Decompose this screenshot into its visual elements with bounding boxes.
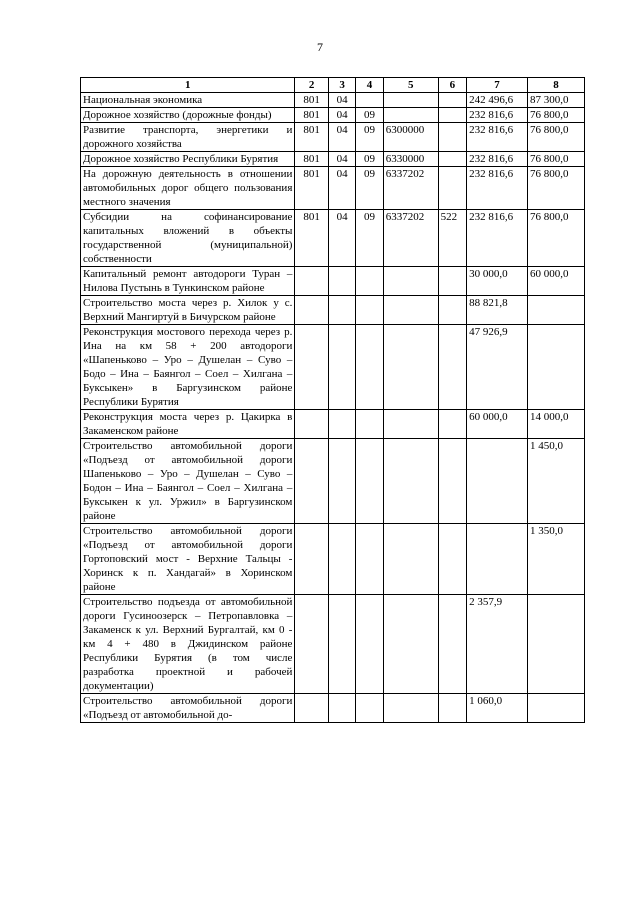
row-name-cell: Дорожное хозяйство (дорожные фонды) <box>81 108 295 123</box>
row-code-cell-2: 801 <box>295 93 329 108</box>
row-name-cell: Строительство автомобильной дороги «Подъезд от автомобильной дороги Гортоповский мост - Верхние Тальцы - Хоринск к п. Хандагай» в Хоринском районе <box>81 524 295 595</box>
row-name-cell: Реконструкция мостового перехода через р. Ина на км 58 + 200 автодороги «Шапеньково – Уро – Душелан – Суво – Бодо – Ина – Баянгол – Соел – Хилгана – Буксыкен» в Баргузинском районе Республики Бурятия <box>81 325 295 410</box>
header-cell-4: 4 <box>356 78 383 93</box>
row-code-cell-5: 6337202 <box>383 210 438 267</box>
row-code-cell-3 <box>328 694 355 723</box>
row-code-cell-6 <box>438 167 466 210</box>
row-amount-cell-7: 30 000,0 <box>467 267 528 296</box>
row-code-cell-3 <box>328 410 355 439</box>
row-name-cell: На дорожную деятельность в отношении автомобильных дорог общего пользования местного значения <box>81 167 295 210</box>
row-code-cell-3 <box>328 325 355 410</box>
row-code-cell-3 <box>328 439 355 524</box>
table-row <box>81 410 585 439</box>
row-code-cell-3: 04 <box>328 210 355 267</box>
row-code-cell-4: 09 <box>356 108 383 123</box>
row-code-cell-6 <box>438 296 466 325</box>
row-amount-cell-8: 1 350,0 <box>528 524 585 595</box>
header-cell-8: 8 <box>528 78 585 93</box>
row-code-cell-4 <box>356 325 383 410</box>
row-code-cell-2 <box>295 410 329 439</box>
row-code-cell-4: 09 <box>356 210 383 267</box>
row-amount-cell-8: 60 000,0 <box>528 267 585 296</box>
table-body <box>81 93 585 723</box>
table-row <box>81 694 585 723</box>
row-name-cell: Национальная экономика <box>81 93 295 108</box>
row-code-cell-5: 6337202 <box>383 167 438 210</box>
table-row <box>81 524 585 595</box>
row-name-cell: Реконструкция моста через р. Цакирка в Закаменском районе <box>81 410 295 439</box>
row-amount-cell-8: 76 800,0 <box>528 123 585 152</box>
row-code-cell-5 <box>383 439 438 524</box>
row-code-cell-6 <box>438 123 466 152</box>
row-name-cell: Дорожное хозяйство Республики Бурятия <box>81 152 295 167</box>
row-amount-cell-8: 76 800,0 <box>528 152 585 167</box>
table-row <box>81 296 585 325</box>
row-code-cell-3: 04 <box>328 152 355 167</box>
header-cell-3: 3 <box>328 78 355 93</box>
row-code-cell-4 <box>356 93 383 108</box>
row-code-cell-2 <box>295 439 329 524</box>
row-code-cell-4: 09 <box>356 167 383 210</box>
row-code-cell-6 <box>438 524 466 595</box>
row-code-cell-3: 04 <box>328 167 355 210</box>
row-code-cell-5 <box>383 410 438 439</box>
table-row <box>81 439 585 524</box>
row-amount-cell-7 <box>467 439 528 524</box>
row-amount-cell-7: 242 496,6 <box>467 93 528 108</box>
table-row <box>81 152 585 167</box>
row-name-cell: Развитие транспорта, энергетики и дорожного хозяйства <box>81 123 295 152</box>
table-row <box>81 93 585 108</box>
row-amount-cell-7 <box>467 524 528 595</box>
header-cell-6: 6 <box>438 78 466 93</box>
row-amount-cell-8: 76 800,0 <box>528 210 585 267</box>
row-name-cell: Субсидии на софинансирование капитальных вложений в объекты государственной (муниципальной) собственности <box>81 210 295 267</box>
row-code-cell-2: 801 <box>295 108 329 123</box>
row-code-cell-6 <box>438 152 466 167</box>
row-code-cell-5 <box>383 296 438 325</box>
row-code-cell-4 <box>356 267 383 296</box>
row-code-cell-3 <box>328 296 355 325</box>
row-code-cell-3: 04 <box>328 108 355 123</box>
row-code-cell-3 <box>328 524 355 595</box>
row-code-cell-2 <box>295 267 329 296</box>
row-amount-cell-7: 232 816,6 <box>467 210 528 267</box>
row-code-cell-2: 801 <box>295 123 329 152</box>
row-amount-cell-7: 2 357,9 <box>467 595 528 694</box>
header-cell-5: 5 <box>383 78 438 93</box>
row-code-cell-4 <box>356 694 383 723</box>
row-code-cell-6 <box>438 439 466 524</box>
row-amount-cell-8: 14 000,0 <box>528 410 585 439</box>
row-amount-cell-7: 232 816,6 <box>467 108 528 123</box>
row-code-cell-2 <box>295 325 329 410</box>
row-amount-cell-7: 232 816,6 <box>467 123 528 152</box>
header-row <box>81 78 585 93</box>
row-code-cell-4 <box>356 410 383 439</box>
row-code-cell-6 <box>438 595 466 694</box>
table-row <box>81 325 585 410</box>
row-code-cell-6: 522 <box>438 210 466 267</box>
row-code-cell-5 <box>383 694 438 723</box>
budget-table <box>80 77 585 723</box>
row-code-cell-3: 04 <box>328 123 355 152</box>
row-amount-cell-7: 232 816,6 <box>467 152 528 167</box>
row-code-cell-6 <box>438 267 466 296</box>
row-code-cell-6 <box>438 694 466 723</box>
table-row <box>81 108 585 123</box>
table-row <box>81 210 585 267</box>
row-code-cell-2 <box>295 296 329 325</box>
row-amount-cell-8: 76 800,0 <box>528 108 585 123</box>
row-amount-cell-7: 47 926,9 <box>467 325 528 410</box>
table-row <box>81 595 585 694</box>
row-code-cell-5 <box>383 108 438 123</box>
row-code-cell-2: 801 <box>295 210 329 267</box>
row-code-cell-2 <box>295 595 329 694</box>
row-name-cell: Строительство автомобильной дороги «Подъезд от автомобильной дороги Шапеньково – Уро – Душелан – Суво – Бодон – Ина – Баянгол – Соел – Хилгана – Буксыкен к ул. Уржил» в Баргузинском районе <box>81 439 295 524</box>
header-cell-1: 1 <box>81 78 295 93</box>
row-amount-cell-8: 1 450,0 <box>528 439 585 524</box>
row-code-cell-2 <box>295 524 329 595</box>
row-amount-cell-7: 88 821,8 <box>467 296 528 325</box>
row-code-cell-5 <box>383 325 438 410</box>
row-name-cell: Строительство моста через р. Хилок у с. Верхний Мангиртуй в Бичурском районе <box>81 296 295 325</box>
row-code-cell-5: 6330000 <box>383 152 438 167</box>
row-code-cell-2 <box>295 694 329 723</box>
row-code-cell-3 <box>328 267 355 296</box>
row-code-cell-3 <box>328 595 355 694</box>
row-code-cell-4: 09 <box>356 123 383 152</box>
row-code-cell-6 <box>438 410 466 439</box>
header-cell-7: 7 <box>467 78 528 93</box>
row-code-cell-6 <box>438 325 466 410</box>
row-code-cell-4 <box>356 595 383 694</box>
row-amount-cell-8 <box>528 325 585 410</box>
row-amount-cell-8: 87 300,0 <box>528 93 585 108</box>
row-code-cell-3: 04 <box>328 93 355 108</box>
row-code-cell-4: 09 <box>356 152 383 167</box>
row-amount-cell-7: 1 060,0 <box>467 694 528 723</box>
row-code-cell-6 <box>438 93 466 108</box>
row-amount-cell-7: 60 000,0 <box>467 410 528 439</box>
table-row <box>81 123 585 152</box>
row-code-cell-2: 801 <box>295 167 329 210</box>
row-code-cell-4 <box>356 524 383 595</box>
row-name-cell: Строительство подъезда от автомобильной дороги Гусиноозерск – Петропавловка – Закаменск к ул. Верхний Бургалтай, км 0 - км 4 + 480 в Джидинском районе Республики Бурятия (в том числе разработка проектной и рабочей документации) <box>81 595 295 694</box>
row-code-cell-6 <box>438 108 466 123</box>
table-row <box>81 167 585 210</box>
row-name-cell: Строительство автомобильной дороги «Подъезд от автомобильной до- <box>81 694 295 723</box>
row-amount-cell-8: 76 800,0 <box>528 167 585 210</box>
row-code-cell-5 <box>383 595 438 694</box>
header-cell-2: 2 <box>295 78 329 93</box>
row-code-cell-5: 6300000 <box>383 123 438 152</box>
row-code-cell-2: 801 <box>295 152 329 167</box>
row-code-cell-5 <box>383 267 438 296</box>
row-amount-cell-8 <box>528 694 585 723</box>
row-code-cell-4 <box>356 296 383 325</box>
row-code-cell-5 <box>383 524 438 595</box>
table-row <box>81 267 585 296</box>
page-number: 7 <box>317 40 323 54</box>
row-code-cell-5 <box>383 93 438 108</box>
row-amount-cell-8 <box>528 595 585 694</box>
row-amount-cell-8 <box>528 296 585 325</box>
row-code-cell-4 <box>356 439 383 524</box>
row-name-cell: Капитальный ремонт автодороги Туран – Нилова Пустынь в Тункинском районе <box>81 267 295 296</box>
row-amount-cell-7: 232 816,6 <box>467 167 528 210</box>
